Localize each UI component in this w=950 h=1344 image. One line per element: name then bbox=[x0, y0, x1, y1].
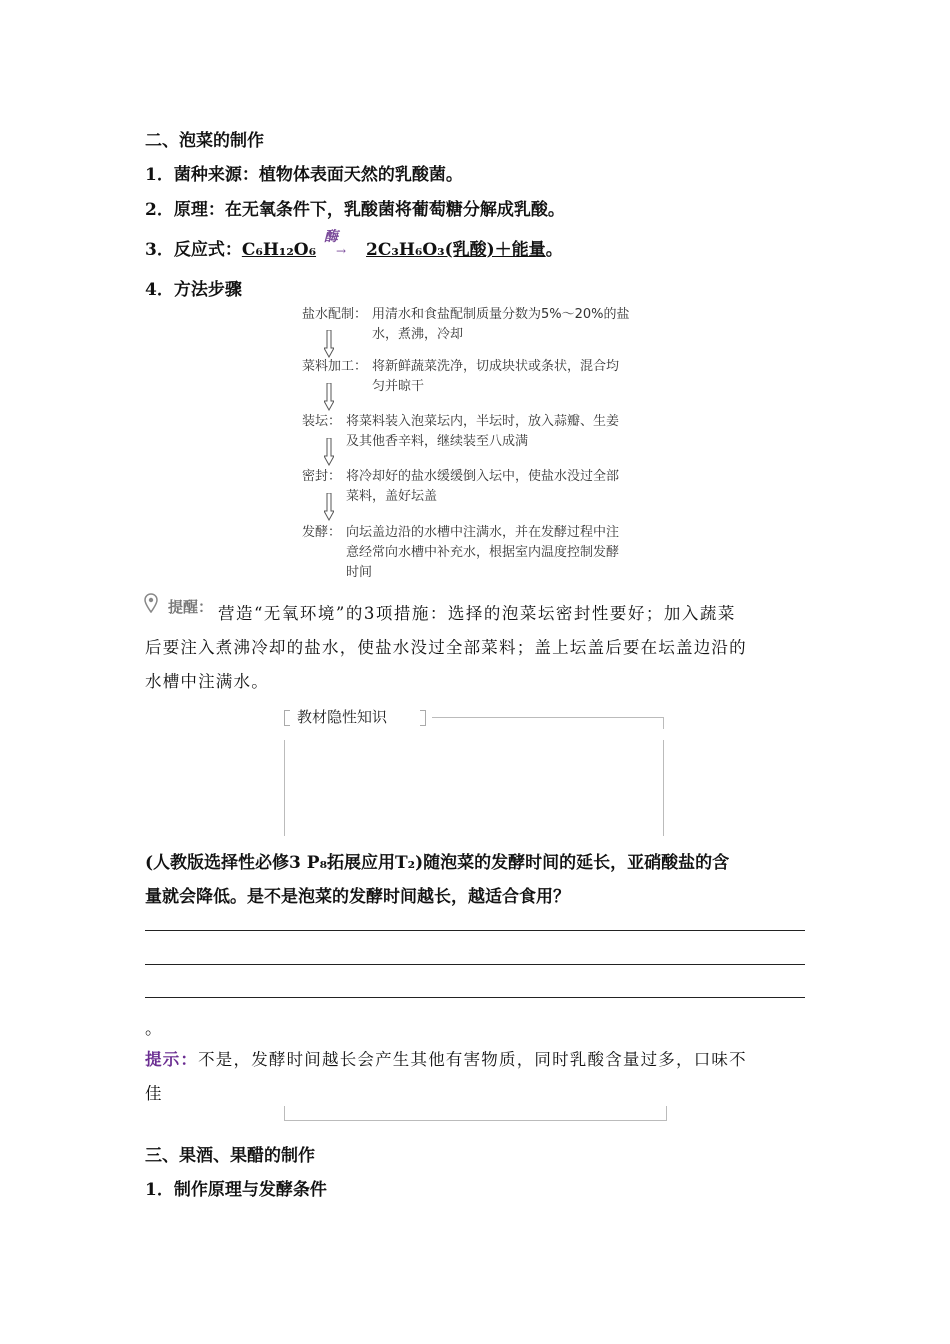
reminder-text: 水槽中注满水。 bbox=[145, 672, 269, 691]
knowledge-frame-bottom bbox=[284, 1106, 667, 1121]
step-label: 密封： bbox=[302, 469, 342, 484]
answer-line[interactable] bbox=[145, 930, 805, 931]
answer-line[interactable] bbox=[145, 964, 805, 965]
reaction-catalyst: 酶 bbox=[324, 229, 339, 245]
knowledge-title: 教材隐性知识 bbox=[297, 708, 388, 726]
reaction-suffix: 。 bbox=[545, 240, 563, 260]
location-pin-icon bbox=[144, 593, 158, 613]
step-label: 盐水配制： bbox=[302, 307, 368, 322]
hint-tag: 提示： bbox=[145, 1050, 199, 1069]
step-fill-jar bbox=[302, 412, 662, 452]
down-arrow-icon bbox=[324, 438, 334, 466]
item-principle: 2．原理：在无氧条件下，乳酸菌将葡萄糖分解成乳酸。 bbox=[145, 200, 565, 220]
step-text: 将冷却好的盐水缓缓倒入坛中，使盐水没过全部 bbox=[346, 469, 620, 484]
section-title: 二、泡菜的制作 bbox=[145, 131, 264, 151]
hint-text bbox=[145, 1046, 747, 1070]
step-ferment bbox=[302, 523, 662, 583]
down-arrow-icon bbox=[324, 383, 334, 411]
step-text: 匀并晾干 bbox=[372, 379, 425, 394]
reaction-right: 2C₃H₆O₃(乳酸)＋能量 bbox=[366, 240, 546, 260]
item-method: 4．方法步骤 bbox=[145, 280, 242, 300]
down-arrow-icon bbox=[324, 493, 334, 521]
step-text: 将菜料装入泡菜坛内，半坛时，放入蒜瓣、生姜 bbox=[346, 414, 620, 429]
step-text: 菜料，盖好坛盖 bbox=[346, 489, 438, 504]
answer-line[interactable] bbox=[145, 997, 805, 998]
reaction-arrow: 酶 → bbox=[316, 240, 366, 260]
step-label: 菜料加工： bbox=[302, 359, 368, 374]
item-reaction bbox=[145, 229, 563, 260]
section-title: 三、果酒、果醋的制作 bbox=[145, 1146, 315, 1166]
item-principle-conditions: 1．制作原理与发酵条件 bbox=[145, 1180, 327, 1200]
step-label: 装坛： bbox=[302, 414, 342, 429]
reaction-prefix: 3．反应式： bbox=[145, 240, 242, 260]
steps-diagram bbox=[302, 305, 662, 585]
step-text: 水，煮沸，冷却 bbox=[372, 327, 464, 342]
step-seal bbox=[302, 467, 662, 507]
step-text: 用清水和食盐配制质量分数为5%～20%的盐 bbox=[372, 307, 630, 322]
answer-end-mark: 。 bbox=[145, 1019, 162, 1039]
step-text: 意经常向水槽中补充水，根据室内温度控制发酵 bbox=[346, 545, 620, 560]
step-brine bbox=[302, 305, 662, 345]
step-text: 将新鲜蔬菜洗净，切成块状或条状，混合均 bbox=[372, 359, 620, 374]
knowledge-question: (人教版选择性必修3 P₈拓展应用T₂)随泡菜的发酵时间的延长，亚硝酸盐的含 bbox=[145, 853, 730, 873]
step-text: 及其他香辛料，继续装至八成满 bbox=[346, 434, 529, 449]
step-text: 时间 bbox=[346, 565, 373, 580]
down-arrow-icon bbox=[324, 330, 334, 358]
step-vegetable bbox=[302, 357, 662, 397]
step-text: 向坛盖边沿的水槽中注满水，并在发酵过程中注 bbox=[346, 525, 620, 540]
reaction-left: C₆H₁₂O₆ bbox=[241, 240, 317, 260]
step-label: 发酵： bbox=[302, 525, 342, 540]
hint-line: 不是，发酵时间越长会产生其他有害物质，同时乳酸含量过多，口味不 bbox=[198, 1050, 747, 1069]
knowledge-frame-top bbox=[284, 708, 665, 836]
hint-line: 佳 bbox=[145, 1084, 162, 1103]
knowledge-question: 量就会降低。是不是泡菜的发酵时间越长，越适合食用？ bbox=[145, 887, 570, 907]
reminder-tag: 提醒： bbox=[168, 598, 214, 616]
reminder-text: 营造“无氧环境”的3项措施：选择的泡菜坛密封性要好；加入蔬菜 bbox=[218, 604, 736, 623]
item-source: 1．菌种来源：植物体表面天然的乳酸菌。 bbox=[145, 165, 463, 185]
reminder-text: 后要注入煮沸冷却的盐水，使盐水没过全部菜料；盖上坛盖后要在坛盖边沿的 bbox=[145, 638, 747, 657]
